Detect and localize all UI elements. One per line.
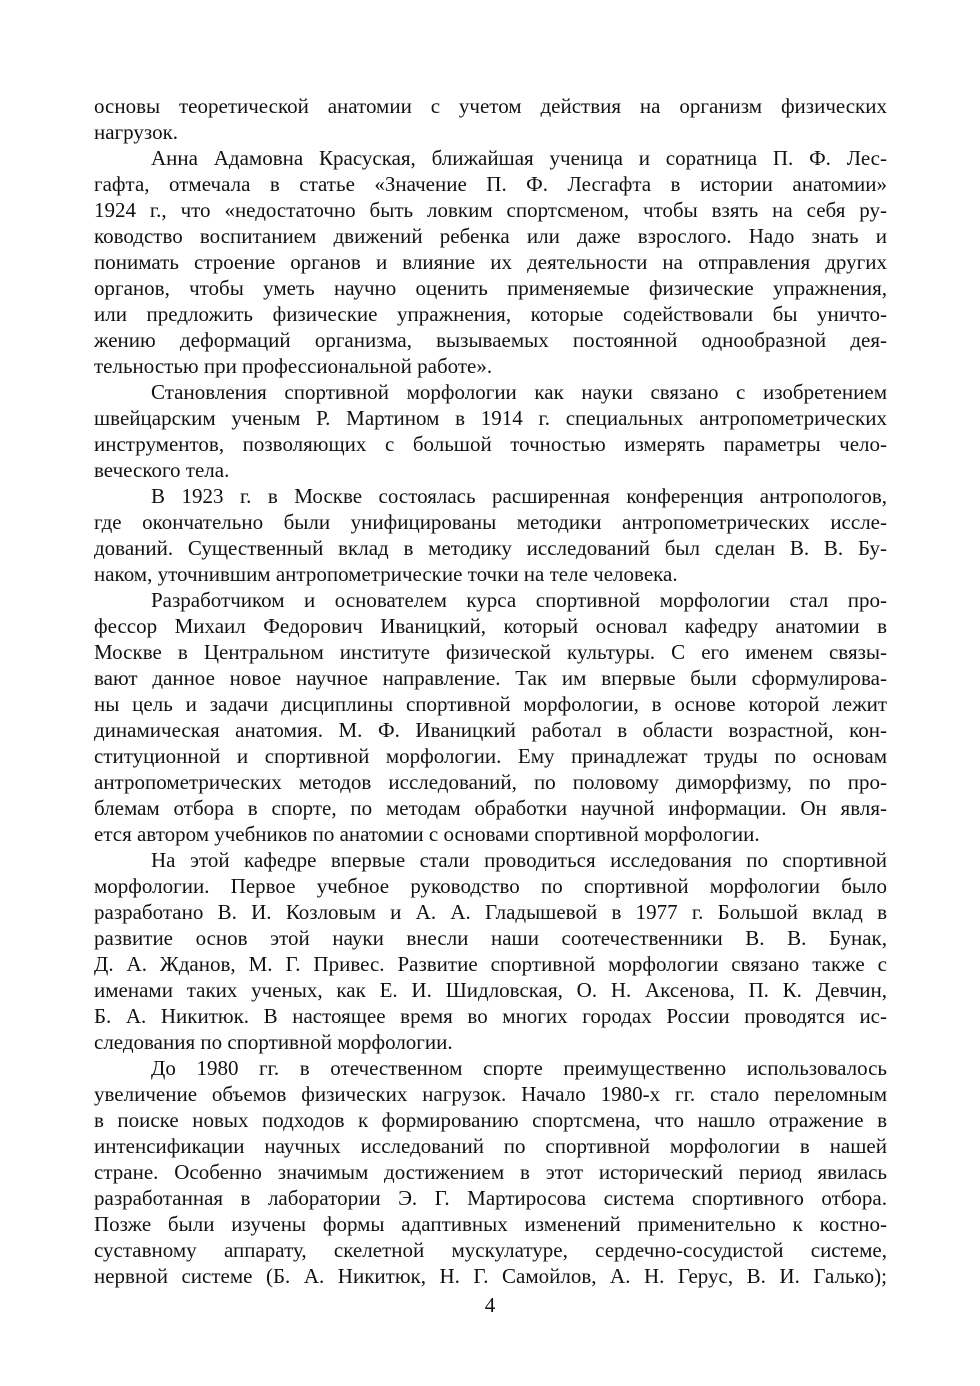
text-line: нагрузок. — [94, 120, 179, 144]
text-line: Разработчиком и основателем курса спортивной морфологии стал про- — [151, 588, 887, 612]
text-line: Позже были изучены формы адаптивных изменений применительно к костно- — [94, 1212, 887, 1236]
text-line: Анна Адамовна Красуская, ближайшая ученица и соратница П. Ф. Лес- — [151, 146, 887, 170]
text-line: нервной системе (Б. А. Никитюк, Н. Г. Самойлов, А. Н. Герус, В. И. Галько); — [94, 1264, 887, 1288]
text-line: наком, уточнившим антропометрические точки на теле человека. — [94, 562, 678, 586]
text-line: блемам отбора в спорте, по методам обработки научной информации. Он явля- — [94, 796, 887, 820]
text-line: разработано В. И. Козловым и А. А. Гладышевой в 1977 г. Большой вклад в — [94, 900, 887, 924]
paragraph — [94, 1055, 887, 1289]
text-line: следования по спортивной морфологии. — [94, 1030, 453, 1054]
text-line: инструментов, позволяющих с большой точностью измерять параметры чело- — [94, 432, 887, 456]
text-line: Москве в Центральном институте физической культуры. С его именем связы- — [94, 640, 887, 664]
text-line: фессор Михаил Федорович Иваницкий, который основал кафедру анатомии в — [94, 614, 887, 638]
text-line: именами таких ученых, как Е. И. Шидловская, О. Н. Аксенова, П. К. Девчин, — [94, 978, 887, 1002]
paragraph — [94, 145, 887, 379]
text-line: веческого тела. — [94, 458, 230, 482]
text-line: ституционной и спортивной морфологии. Ему принадлежат труды по основам — [94, 744, 887, 768]
text-line: 1924 г., что «недостаточно быть ловким спортсменом, чтобы взять на себя ру- — [94, 198, 887, 222]
text-line: вают данное новое научное направление. Так им впервые были сформулирова- — [94, 666, 887, 690]
paragraph — [94, 587, 887, 847]
text-line: динамическая анатомия. М. Ф. Иваницкий работал в области возрастной, кон- — [94, 718, 887, 742]
text-line: ководство воспитанием движений ребенка или даже взрослого. Надо знать и — [94, 224, 887, 248]
text-line: увеличение объемов физических нагрузок. Начало 1980-х гг. стало переломным — [94, 1082, 887, 1106]
text-line: ется автором учебников по анатомии с основами спортивной морфологии. — [94, 822, 760, 846]
text-line: В 1923 г. в Москве состоялась расширенная конференция антропологов, — [151, 484, 887, 508]
text-line: Д. А. Жданов, М. Г. Привес. Развитие спортивной морфологии связано также с — [94, 952, 887, 976]
text-line: органов, чтобы уметь научно оценить применяемые физические упражнения, — [94, 276, 887, 300]
text-line: ны цель и задачи дисциплины спортивной морфологии, в основе которой лежит — [94, 692, 887, 716]
text-line: суставному аппарату, скелетной мускулатуре, сердечно-сосудистой системе, — [94, 1238, 887, 1262]
text-line: гафта, отмечала в статье «Значение П. Ф. Лесгафта в истории анатомии» — [94, 172, 887, 196]
text-line: понимать строение органов и влияние их деятельности на отправления других — [94, 250, 887, 274]
text-line: дований. Существенный вклад в методику исследований был сделан В. В. Бу- — [94, 536, 887, 560]
paragraph — [94, 93, 887, 145]
page-number: 4 — [484, 1293, 496, 1317]
text-line: швейцарским ученым Р. Мартином в 1914 г. специальных антропометрических — [94, 406, 887, 430]
paragraph — [94, 847, 887, 1055]
paragraph — [94, 483, 887, 587]
text-line: До 1980 гг. в отечественном спорте преимущественно использовалось — [151, 1056, 887, 1080]
text-line: разработанная в лаборатории Э. Г. Мартиросова система спортивного отбора. — [94, 1186, 887, 1210]
text-line: тельностью при профессиональной работе». — [94, 354, 493, 378]
text-line: где окончательно были унифицированы методики антропометрических иссле- — [94, 510, 887, 534]
text-line: в поиске новых подходов к формированию спортсмена, что нашло отражение в — [94, 1108, 887, 1132]
text-line: развитие основ этой науки внесли наши соотечественники В. В. Бунак, — [94, 926, 887, 950]
text-line: Становления спортивной морфологии как науки связано с изобретением — [151, 380, 887, 404]
text-line: морфологии. Первое учебное руководство по спортивной морфологии было — [94, 874, 887, 898]
text-line: интенсификации научных исследований по спортивной морфологии в нашей — [94, 1134, 887, 1158]
text-line: основы теоретической анатомии с учетом действия на организм физических — [94, 94, 887, 118]
text-line: жению деформаций организма, вызываемых постоянной однообразной дея- — [94, 328, 887, 352]
text-line: стране. Особенно значимым достижением в этот исторический период явилась — [94, 1160, 887, 1184]
text-line: Б. А. Никитюк. В настоящее время во многих городах России проводятся ис- — [94, 1004, 887, 1028]
page-body — [94, 93, 887, 1289]
text-line: или предложить физические упражнения, которые содействовали бы уничто- — [94, 302, 887, 326]
text-line: На этой кафедре впервые стали проводиться исследования по спортивной — [151, 848, 887, 872]
text-line: антропометрических методов исследований, по половому диморфизму, по про- — [94, 770, 887, 794]
paragraph — [94, 379, 887, 483]
